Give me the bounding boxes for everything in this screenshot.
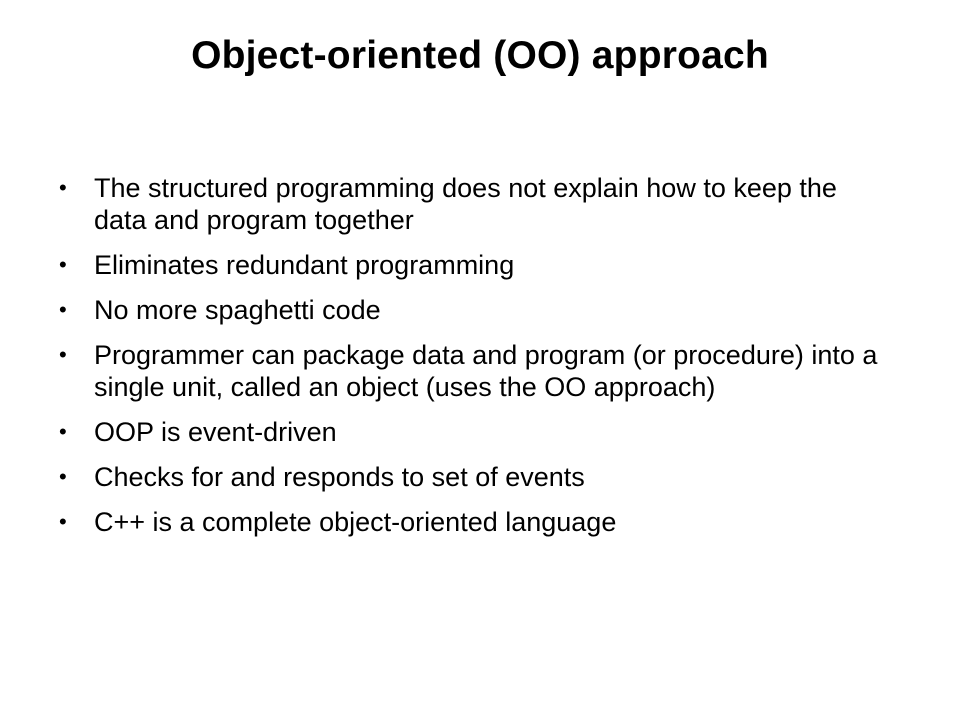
bullet-text: Checks for and responds to set of events xyxy=(94,462,585,492)
bullet-icon: • xyxy=(59,175,67,200)
bullet-icon: • xyxy=(59,297,67,322)
list-item xyxy=(59,339,889,403)
bullet-icon: • xyxy=(59,464,67,489)
list-item xyxy=(59,461,889,493)
list-item xyxy=(59,172,889,236)
bullet-text: No more spaghetti code xyxy=(94,295,381,325)
list-item xyxy=(59,416,889,448)
list-item xyxy=(59,294,889,326)
bullet-icon: • xyxy=(59,252,67,277)
slide-title: Object-oriented (OO) approach xyxy=(191,34,769,77)
bullet-text: C++ is a complete object-oriented language xyxy=(94,507,617,537)
bullet-icon: • xyxy=(59,509,67,534)
list-item xyxy=(59,506,889,538)
bullet-text: OOP is event-driven xyxy=(94,417,337,447)
bullet-text: The structured programming does not explain how to keep the data and program together xyxy=(94,173,837,235)
bullet-icon: • xyxy=(59,419,67,444)
bullet-list xyxy=(59,172,889,551)
bullet-text: Eliminates redundant programming xyxy=(94,250,515,280)
bullet-text: Programmer can package data and program (or procedure) into a single unit, called an object (uses the OO approach) xyxy=(94,340,878,402)
bullet-icon: • xyxy=(59,342,67,367)
list-item xyxy=(59,249,889,281)
